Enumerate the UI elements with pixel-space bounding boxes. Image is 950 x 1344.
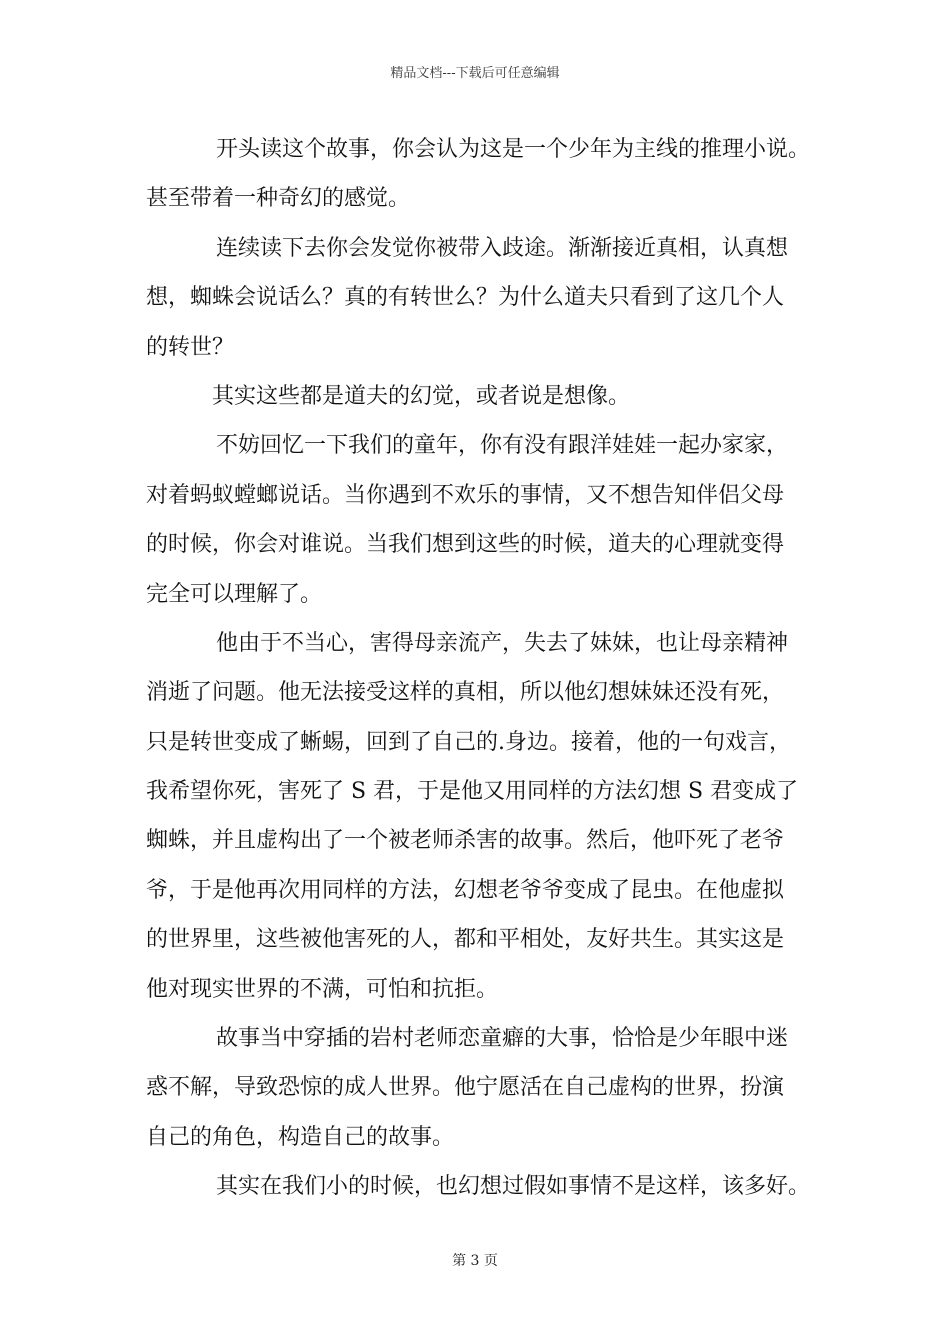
text-line: 的转世？ [146, 334, 235, 360]
text-line: 的世界里，这些被他害死的人，都和平相处，友好共生。其实这是 [146, 927, 785, 953]
text-line: 消逝了问题。他无法接受这样的真相，所以他幻想妹妹还没有死， [146, 680, 785, 706]
text-line: 想，蜘蛛会说话么？真的有转世么？为什么道夫只看到了这几个人 [146, 285, 785, 311]
text-line: 其实在我们小的时候，也幻想过假如事情不是这样，该多好。 [216, 1174, 811, 1200]
text-line: 对着蚂蚁螳螂说话。当你遇到不欢乐的事情，又不想告知伴侣父母 [146, 482, 785, 508]
document-body [146, 131, 836, 1218]
text-line: 其实这些都是道夫的幻觉，或者说是想像。 [212, 383, 631, 409]
text-line: 只是转世变成了蜥蜴，回到了自己的.身边。接着，他的一句戏言， [146, 729, 791, 755]
text-line: 蜘蛛，并且虚构出了一个被老师杀害的故事。然后，他吓死了老爷 [146, 828, 785, 854]
page-number: 第 3 页 [452, 1253, 498, 1269]
text-line: 故事当中穿插的岩村老师恋童癖的大事，恰恰是少年眼中迷 [216, 1026, 789, 1052]
text-line: 自己的角色，构造自己的故事。 [146, 1124, 455, 1150]
text-line: 惑不解，导致恐惊的成人世界。他宁愿活在自己虚构的世界，扮演 [146, 1075, 785, 1101]
text-line: 他由于不当心，害得母亲流产，失去了妹妹，也让母亲精神 [216, 630, 789, 656]
text-line: 他对现实世界的不满，可怕和抗拒。 [146, 976, 499, 1002]
page-header: 精品文档---下载后可任意编辑 [390, 66, 560, 81]
text-line: 完全可以理解了。 [146, 581, 323, 607]
text-line: 连续读下去你会发觉你被带入歧途。渐渐接近真相，认真想 [216, 235, 789, 261]
text-line: 甚至带着一种奇幻的感觉。 [146, 186, 411, 212]
text-line: 不妨回忆一下我们的童年，你有没有跟洋娃娃一起办家家， [216, 433, 789, 459]
text-line: 我希望你死，害死了 S 君，于是他又用同样的方法幻想 S 君变成了 [146, 779, 799, 805]
text-line: 的时候，你会对谁说。当我们想到这些的时候，道夫的心理就变得 [146, 532, 785, 558]
text-line: 开头读这个故事，你会认为这是一个少年为主线的推理小说。 [216, 137, 811, 162]
text-line: 爷，于是他再次用同样的方法，幻想老爷爷变成了昆虫。在他虚拟 [146, 877, 785, 903]
